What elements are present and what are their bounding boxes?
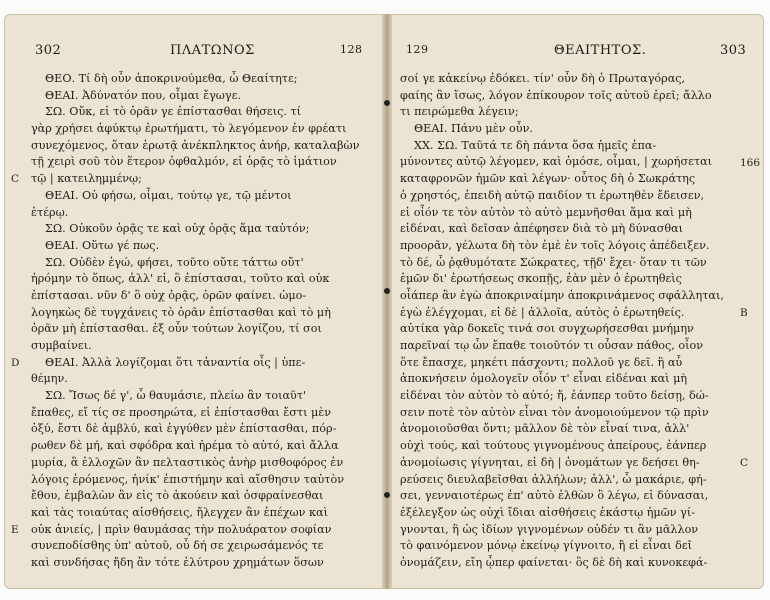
text-line: ἀποκνήσειν ὁμολογεῖν οἷόν τ' εἶναι εἰδέναι καὶ μὴ [400, 372, 688, 386]
left-section-number: 128 [340, 43, 363, 56]
text-line: ΘΕΑΙ. Ἀδύνατόν που, οἶμαι ἔγωγε. [45, 88, 241, 102]
text-line: θέμην. [31, 372, 68, 386]
text-line: τῇ χειρὶ σοῦ τὸν ἕτερον ὀφθαλμόν, εἰ ὁρᾷς τὸ ἱμάτιον [31, 155, 337, 169]
text-line: συνεχόμενος, ὅταν ἐρωτᾷ ἀνέκπληκτος ἀνήρ, καταλαβὼν [31, 138, 360, 152]
text-line: ΣΩ. Ἴσως δέ γ', ὦ θαυμάσιε, πλείω ἂν τοιαῦτ' [45, 389, 307, 403]
text-line: ἀνομοιοῦσθαι ὄντι; μᾶλλον δὲ τὸν εἶναί τινα, ἀλλ' [400, 422, 690, 436]
text-line: καταφρονῶν ἡμῶν καὶ λέγων· οὗτος δὴ ὁ Σωκράτης [400, 172, 696, 186]
text-line: συμβαίνει. [31, 339, 92, 352]
text-line: σειν ποτὲ τὸν αὐτὸν εἶναι τὸν ἀνομοιούμενον τῷ πρὶν [400, 405, 709, 419]
binding-stitch [384, 492, 390, 498]
right-page-title: ΘΕΑΙΤΗΤΟΣ. [554, 43, 647, 58]
text-line: ὅτε ἔπασχε, μηκέτι πάσχοντι; πολλοῦ γε δεῖ. ἢ αὖ [400, 355, 683, 369]
text-line: ΣΩ. Οὔκ, εἰ τὸ ὁρᾶν γε ἐπίστασθαι θήσεις. τί [45, 105, 302, 119]
text-line: XX. ΣΩ. Ταῦτά τε δὴ πάντα ὅσα ἡμεῖς ἐπα- [414, 138, 657, 152]
text-line: ΘΕΑΙ. Ἀλλὰ λογίζομαι ὅτι τἀναντία οἷς | ὑπε- [45, 355, 306, 369]
text-line: ὁ χρηστός, ἐπειδὴ αὐτῷ παιδίον τι ἐρωτηθὲν ἔδεισεν, [400, 188, 705, 202]
text-line: μυρία, ἃ ἐλλοχῶν ἂν πελταστικὸς ἀνὴρ μισθοφόρος ἐν [31, 455, 344, 469]
left-page-title: ΠΛΑΤΩΝΟΣ [170, 43, 255, 58]
text-line: τι πειρώμεθα λέγειν; [400, 105, 519, 119]
text-line: παρεῖναί τῳ ὧν ἔπαθε τοιοῦτόν τι οὖσαν πάθος, οἷον [400, 339, 704, 352]
text-line: λογηκὼς δὲ τυγχάνεις τὸ ὁρᾶν ἐπίστασθαι καὶ τὸ μὴ [31, 305, 331, 319]
binding-stitch [384, 100, 390, 106]
text-line: ἐπίστασαι. νῦν δ' ὃ οὐχ ὁρᾷς, ὁρῶν φαίνει. ὡμο- [31, 288, 307, 302]
text-line: εἰδέναι, καὶ δεῖσαν ἀπέφησεν διὰ τὸ μὴ δύνασθαι [400, 222, 684, 236]
margin-marker: 166 [740, 156, 761, 169]
text-line: εἰ οἷόν τε τὸν αὐτὸν τὸ αὐτὸ μεμνῆσθαι ἅμα καὶ μὴ [400, 205, 692, 219]
text-line: ΘΕΑΙ. Οὐ φήσω, οἶμαι, τούτῳ γε, τῷ μέντοι [45, 188, 292, 202]
text-line: ἑτέρῳ. [31, 205, 69, 219]
text-line: συνεποδίσθης ὑπ' αὐτοῦ, οὗ δή σε χειρωσάμενός τε [31, 539, 324, 553]
left-page-text [31, 71, 359, 572]
margin-marker: E [11, 523, 19, 536]
text-line: ΘΕΟ. Τί δὴ οὖν ἀποκρινούμεθα, ὦ Θεαίτητε; [45, 72, 298, 85]
margin-marker: C [740, 457, 749, 470]
right-section-number: 129 [406, 43, 429, 56]
text-line: τὸ δέ, ὦ ῥᾳθυμότατε Σώκρατες, τῇδ' ἔχει· ὅταν τι τῶν [400, 255, 707, 269]
text-line: ὀνομάζειν, εἴη ᾧπερ φαίνεται· ὃς δὲ δὴ καὶ κυνοκεφά- [400, 555, 708, 569]
binding-stitch [384, 288, 390, 294]
right-page [387, 14, 764, 589]
text-line: καὶ συνδήσας ἤδη ἂν τότε ἐλύτρου χρημάτων ὅσων [31, 555, 324, 569]
text-line: ἐγὼ ἐλέγχομαι, εἰ δὲ | ἀλλοῖα, αὐτὸς ὁ ἐρωτηθείς. [400, 305, 685, 319]
text-line: οὐκ ἀνιείς, | πρὶν θαυμάσας τὴν πολυάρατον σοφίαν [31, 522, 332, 536]
margin-marker: C [11, 173, 20, 186]
margin-marker: B [740, 306, 748, 319]
text-line: γὰρ χρήσει ἀφύκτῳ ἐρωτήματι, τὸ λεγόμενον ἐν φρέατι [31, 122, 347, 136]
text-line: γνονται, ἢ ὡς ἰδίων γιγνομένων οὐδέν τι ἂν μᾶλλον [400, 522, 699, 536]
right-page-header [402, 43, 747, 61]
text-line: ἔπαθες, εἴ τίς σε προσηρώτα, εἰ ἐπίστασθαι ἔστι μὲν [31, 405, 332, 419]
text-line: τῷ | κατειλημμένῳ; [31, 172, 142, 186]
text-line: ρωθεν δὲ μή, καὶ σφόδρα καὶ ἠρέμα τὸ αὐτό, καὶ ἄλλα [31, 439, 339, 453]
text-line: ἔθου, ἐμβαλὼν ἂν εἰς τὸ ἀκούειν καὶ ὀσφραίνεσθαι [31, 489, 324, 503]
text-line: φαίης ἂν ἴσως, λόγον ἐπίκουρον τοῖς αὑτοῦ ἐρεῖ; ἄλλο [400, 88, 712, 102]
text-line: εἰδέναι τὸν αὐτὸν τὸ αὐτό; ἤ, ἐάνπερ τοῦτο δείσῃ, δώ- [400, 389, 709, 403]
text-line: ρεύσεις διευλαβεῖσθαι ἀλλήλων; ἀλλ', ὦ μακάριε, φή- [400, 472, 707, 486]
margin-marker: D [11, 356, 20, 369]
text-line: ΘΕΑΙ. Οὕτω γέ πως. [45, 238, 160, 252]
text-line: σει, γενναιοτέρως ἐπ' αὐτὸ ἐλθὼν ὃ λέγω, εἰ δύνασαι, [400, 489, 709, 503]
text-line: οἷάπερ ἂν ἐγὼ ἀποκριναίμην ἀποκρινάμενος σφάλληται, [400, 288, 724, 302]
left-page [4, 14, 387, 589]
text-line: αὐτίκα γὰρ δοκεῖς τινά σοι συγχωρήσεσθαι μνήμην [400, 322, 694, 336]
text-line: ὁρᾶν μὴ ἐπίστασθαι. ἐξ οὖν τούτων λογίζου, τί σοι [31, 322, 322, 336]
text-line: ΘΕΑΙ. Πάνυ μὲν οὖν. [414, 122, 533, 136]
text-line: τὸ φαινόμενον μόνῳ ἐκείνῳ γίγνοιτο, ἢ εἰ εἶναι δεῖ [400, 539, 693, 553]
text-line: προορᾶν, γέλωτα δὴ τὸν ἐμὲ ἐν τοῖς λόγοις ἀπέδειξεν. [400, 238, 710, 252]
right-page-number: 303 [720, 43, 747, 58]
text-line: ἐμῶν δι' ἐρωτήσεως σκοπῇς, ἐὰν μὲν ὁ ἐρωτηθεὶς [400, 272, 682, 286]
text-line: ἀνομοίωσις γίγνηται, εἰ δὴ | ὀνομάτων γε δεήσει θη- [400, 455, 700, 469]
text-line: ΣΩ. Οὐδὲν ἐγώ, φήσει, τοῦτο οὔτε τάττω οὔτ' [45, 255, 304, 269]
text-line: σοί γε κἀκείνῳ ἐδόκει. τίν' οὖν δὴ ὁ Πρωταγόρας, [400, 72, 686, 85]
text-line: ἐξέλεγξον ὡς οὐχὶ ἴδιαι αἰσθήσεις ἑκάστῳ ἡμῶν γί- [400, 505, 696, 519]
text-line: ἠρόμην τὸ ὅπως, ἀλλ' εἰ, ὃ ἐπίστασαι, τοῦτο καὶ οὐκ [31, 272, 330, 286]
text-line: ΣΩ. Οὐκοῦν ὁρᾷς τε καὶ οὐχ ὁρᾷς ἅμα ταὐτόν; [45, 222, 310, 236]
text-line: μύνοντες αὐτῷ λέγομεν, καὶ ὁμόσε, οἶμαι, | χωρήσεται [400, 155, 713, 169]
left-page-number: 302 [35, 43, 62, 58]
text-line: καὶ τὰς τοιαύτας αἰσθήσεις, ἤλεγχεν ἂν ἐπέχων καὶ [31, 505, 328, 519]
text-line: οὐχὶ τούς, καὶ τούτους γιγνομένους ἀπείρους, ἐάνπερ [400, 439, 707, 453]
text-line: λόγοις ἐρόμενος, ἡνίκ' ἐπιστήμην καὶ αἴσθησιν ταὐτὸν [31, 472, 345, 486]
right-page-text [400, 71, 724, 572]
left-page-header [35, 43, 365, 61]
text-line: ὀξύ, ἔστι δὲ ἀμβλύ, καὶ ἐγγύθεν μὲν ἐπίστασθαι, πόρ- [31, 422, 337, 436]
